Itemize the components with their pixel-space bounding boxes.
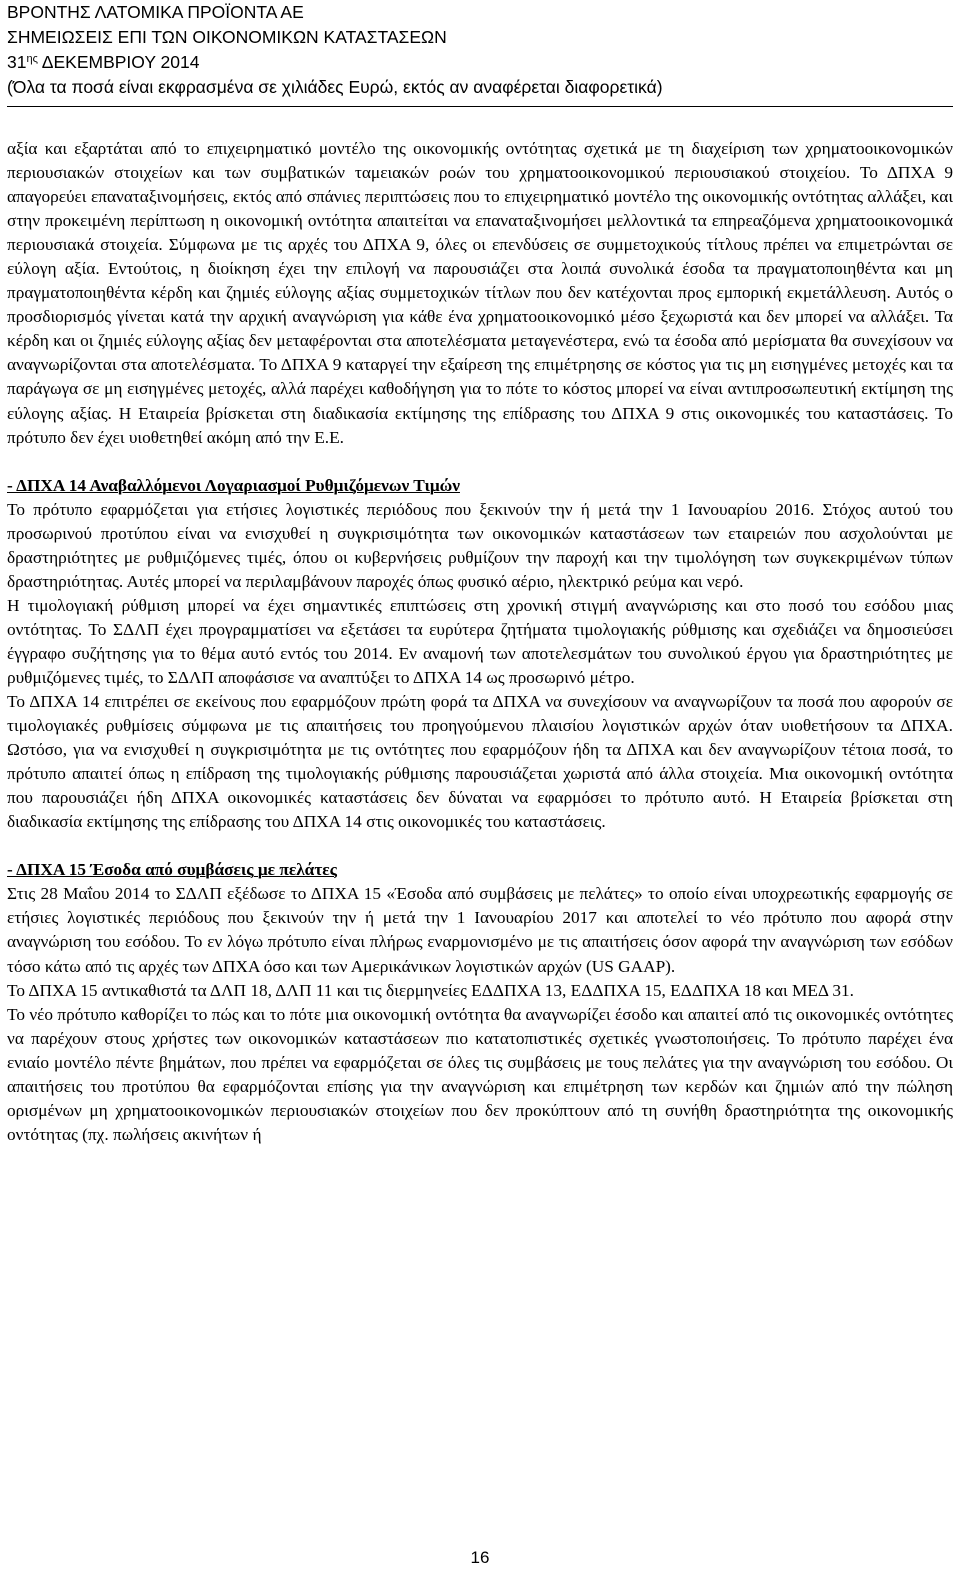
page-header — [7, 0, 953, 100]
page-number: 16 — [470, 1548, 490, 1567]
date-ordinal: ης — [26, 53, 38, 65]
date-month-year: ΔΕΚΕΜΒΡΙΟΥ 2014 — [37, 52, 200, 72]
header-rule — [7, 106, 953, 107]
report-date — [7, 50, 953, 75]
heading-ifrs14: - ΔΠΧΑ 14 Αναβαλλόμενοι Λογαριασμοί Ρυθμιζόμενων Τιμών — [7, 475, 460, 495]
paragraph-ifrs15-replaces: Το ΔΠΧΑ 15 αντικαθιστά τα ΔΛΠ 18, ΔΛΠ 11 και τις διερμηνείες ΕΔΔΠΧΑ 13, ΕΔΔΠΧΑ 15, ΕΔΔΠΧΑ 18 και ΜΕΔ 31. — [7, 980, 854, 1000]
document-body — [7, 137, 953, 1147]
currency-note: (Όλα τα ποσά είναι εκφρασμένα σε χιλιάδες Ευρώ, εκτός αν αναφέρεται διαφορετικά) — [7, 77, 663, 97]
paragraph-ifrs14-scope: Το ΔΠΧΑ 14 επιτρέπει σε εκείνους που εφαρμόζουν πρώτη φορά τα ΔΠΧΑ να συνεχίσουν να αναγνωρίζουν τα ποσά που αφορούν σε τιμολογιακές ρυθμίσεις σύμφωνα με τις απαιτήσεις του προηγούμενου πλαισίου λογιστικών αρχών όταν υιοθετήσουν τα ΔΠΧΑ. Ωστόσο, για να ενισχυθεί η συγκρισιμότητα με τις οντότητες που εφαρμόζουν ήδη τα ΔΠΧΑ και δεν αναγνωρίζουν τέτοια ποσά, το πρότυπο απαιτεί όπως η επίδραση της τιμολογιακής ρύθμισης παρουσιάζεται χωριστά από άλλα στοιχεία. Μια οικονομική οντότητα που παρουσιάζει ήδη ΔΠΧΑ οικονομικές καταστάσεις δεν δύναται να εφαρμόσει το πρότυπο αυτό. Η Εταιρεία βρίσκεται στη διαδικασία εκτίμησης της επίδρασης του ΔΠΧΑ 14 στις οικονομικές του καταστάσεις. — [7, 692, 953, 832]
date-day: 31 — [7, 52, 27, 72]
paragraph-ifrs14-intro: Το πρότυπο εφαρμόζεται για ετήσιες λογιστικές περιόδους που ξεκινούν την ή μετά την 1 Ιανουαρίου 2016. Στόχος αυτού του προσωρινού προτύπου είναι να ενισχυθεί η συγκρισιμότητα των οικονομικών καταστάσεων των εταιρειών που ασχολούνται με δραστηριότητες με ρυθμιζόμενες τιμές, όπου οι κυβερνήσεις ρυθμίζουν την παροχή και την τιμολόγηση των συγκεκριμένων τύπων δραστηριότητας. Αυτές μπορεί να περιλαμβάνουν παροχές όπως φυσικό αέριο, ηλεκτρικό ρεύμα και νερό. — [7, 499, 953, 591]
paragraph-ifrs14-regulation: Η τιμολογιακή ρύθμιση μπορεί να έχει σημαντικές επιπτώσεις στη χρονική στιγμή αναγνώρισης και στο ποσό του εσόδου μιας οντότητας. Το ΣΔΛΠ έχει προγραμματίσει να εξετάσει τα ευρύτερα ζητήματα τιμολογιακής ρύθμισης και σχεδιάζει να δημοσιεύσει έγγραφο συζήτησης για το θέμα αυτό εντός του 2014. Εν αναμονή των αποτελεσμάτων του συνολικού έργου για δραστηριότητες με ρυθμιζόμενες τιμές, το ΣΔΛΠ αποφάσισε να αναπτύξει το ΔΠΧΑ 14 ως προσωρινό μέτρο. — [7, 595, 953, 687]
paragraph-ifrs15-intro: Στις 28 Μαΐου 2014 το ΣΔΛΠ εξέδωσε το ΔΠΧΑ 15 «Έσοδα από συμβάσεις με πελάτες» το οποίο είναι υποχρεωτικής εφαρμογής σε ετήσιες λογιστικές περιόδους που ξεκινούν την ή μετά την 1 Ιανουαρίου 2017 και αποτελεί το νέο πρότυπο που αφορά στην αναγνώριση του εσόδου. Το εν λόγω πρότυπο είναι πλήρως εναρμονισμένο με τις απαιτήσεις όσον αφορά την αναγνώριση των εσόδων τόσο κάτω από τις αρχές των ΔΠΧΑ όσο και των Αμερικάνικων λογιστικών αρχών (US GAAP). — [7, 884, 953, 976]
paragraph-ifrs15-model: Το νέο πρότυπο καθορίζει το πώς και το πότε μια οικονομική οντότητα θα αναγνωρίζει έσοδο και απαιτεί από τις οικονομικές οντότητες να παρέχουν στους χρήστες των οικονομικών καταστάσεων πιο κατατοπιστικές σχετικές γνωστοποιήσεις. Το πρότυπο παρέχει ένα ενιαίο μοντέλο πέντε βημάτων, που πρέπει να εφαρμόζεται σε όλες τις συμβάσεις με τους πελάτες για την αναγνώριση του εσόδου. Οι απαιτήσεις του προτύπου θα εφαρμόζονται επίσης για την αναγνώριση και επιμέτρηση των κερδών και ζημιών από την πώληση ορισμένων μη χρηματοοικονομικών περιουσιακών στοιχείων που δεν προκύπτουν από τη συνήθη δραστηριότητα της οικονομικής οντότητας (πχ. πωλήσεις ακινήτων ή — [7, 1004, 953, 1144]
company-name: ΒΡΟΝΤΗΣ ΛΑΤΟΜΙΚΑ ΠΡΟΪΟΝΤΑ ΑΕ — [7, 2, 304, 22]
heading-ifrs15: - ΔΠΧΑ 15 Έσοδα από συμβάσεις με πελάτες — [7, 860, 337, 880]
document-title: ΣΗΜΕΙΩΣΕΙΣ ΕΠΙ ΤΩΝ ΟΙΚΟΝΟΜΙΚΩΝ ΚΑΤΑΣΤΑΣΕΩΝ — [7, 27, 447, 47]
paragraph-ifrs9: αξία και εξαρτάται από το επιχειρηματικό μοντέλο της οικονομικής οντότητας σχετικά με τη διαχείριση των χρηματοοικονομικών περιουσιακών στοιχείων και των συμβατικών ταμειακών ροών του χρηματοοικονομικού περιουσιακού στοιχείου. Το ΔΠΧΑ 9 απαγορεύει επαναταξινομήσεις, εκτός από σπάνιες περιπτώσεις που το επιχειρηματικό μοντέλο της οικονομικής οντότητας αλλάξει, και στην προκειμένη περίπτωση η οικονομική οντότητα απαιτείται να επαναταξινομήσει μελλοντικά τα επηρεαζόμενα χρηματοοικονομικά περιουσιακά στοιχεία. Σύμφωνα με τις αρχές του ΔΠΧΑ 9, όλες οι επενδύσεις σε συμμετοχικούς τίτλους πρέπει να επιμετρώνται σε εύλογη αξία. Εντούτοις, η διοίκηση έχει την επιλογή να παρουσιάζει στα λοιπά συνολικά έσοδα τα πραγματοποιηθέντα και μη πραγματοποιηθέντα κέρδη και ζημιές εύλογης αξίας συμμετοχικών τίτλων που δεν κατέχονται προς εμπορική εκμετάλλευση. Αυτός ο προσδιορισμός γίνεται κατά την αρχική αναγνώριση για κάθε ένα χρηματοοικονομικό μέσο ξεχωριστά και δεν μπορεί να αλλάξει. Τα κέρδη και οι ζημιές εύλογης αξίας δεν μεταφέρονται στα αποτελέσματα μεταγενέστερα, ενώ τα έσοδα από μερίσματα θα συνεχίσουν να αναγνωρίζονται στα αποτελέσματα. Το ΔΠΧΑ 9 καταργεί την εξαίρεση της επιμέτρησης σε κόστος για τις μη εισηγμένες μετοχές και τα παράγωγα σε μη εισηγμένες μετοχές, αλλά παρέχει καθοδήγηση για το πότε το κόστος μπορεί να είναι αντιπροσωπευτική εκτίμηση της εύλογης αξίας. Η Εταιρεία βρίσκεται στη διαδικασία εκτίμησης της επίδρασης του ΔΠΧΑ 9 στις οικονομικές του καταστάσεις. Το πρότυπο δεν έχει υιοθετηθεί ακόμη από την Ε.Ε. — [7, 139, 953, 447]
